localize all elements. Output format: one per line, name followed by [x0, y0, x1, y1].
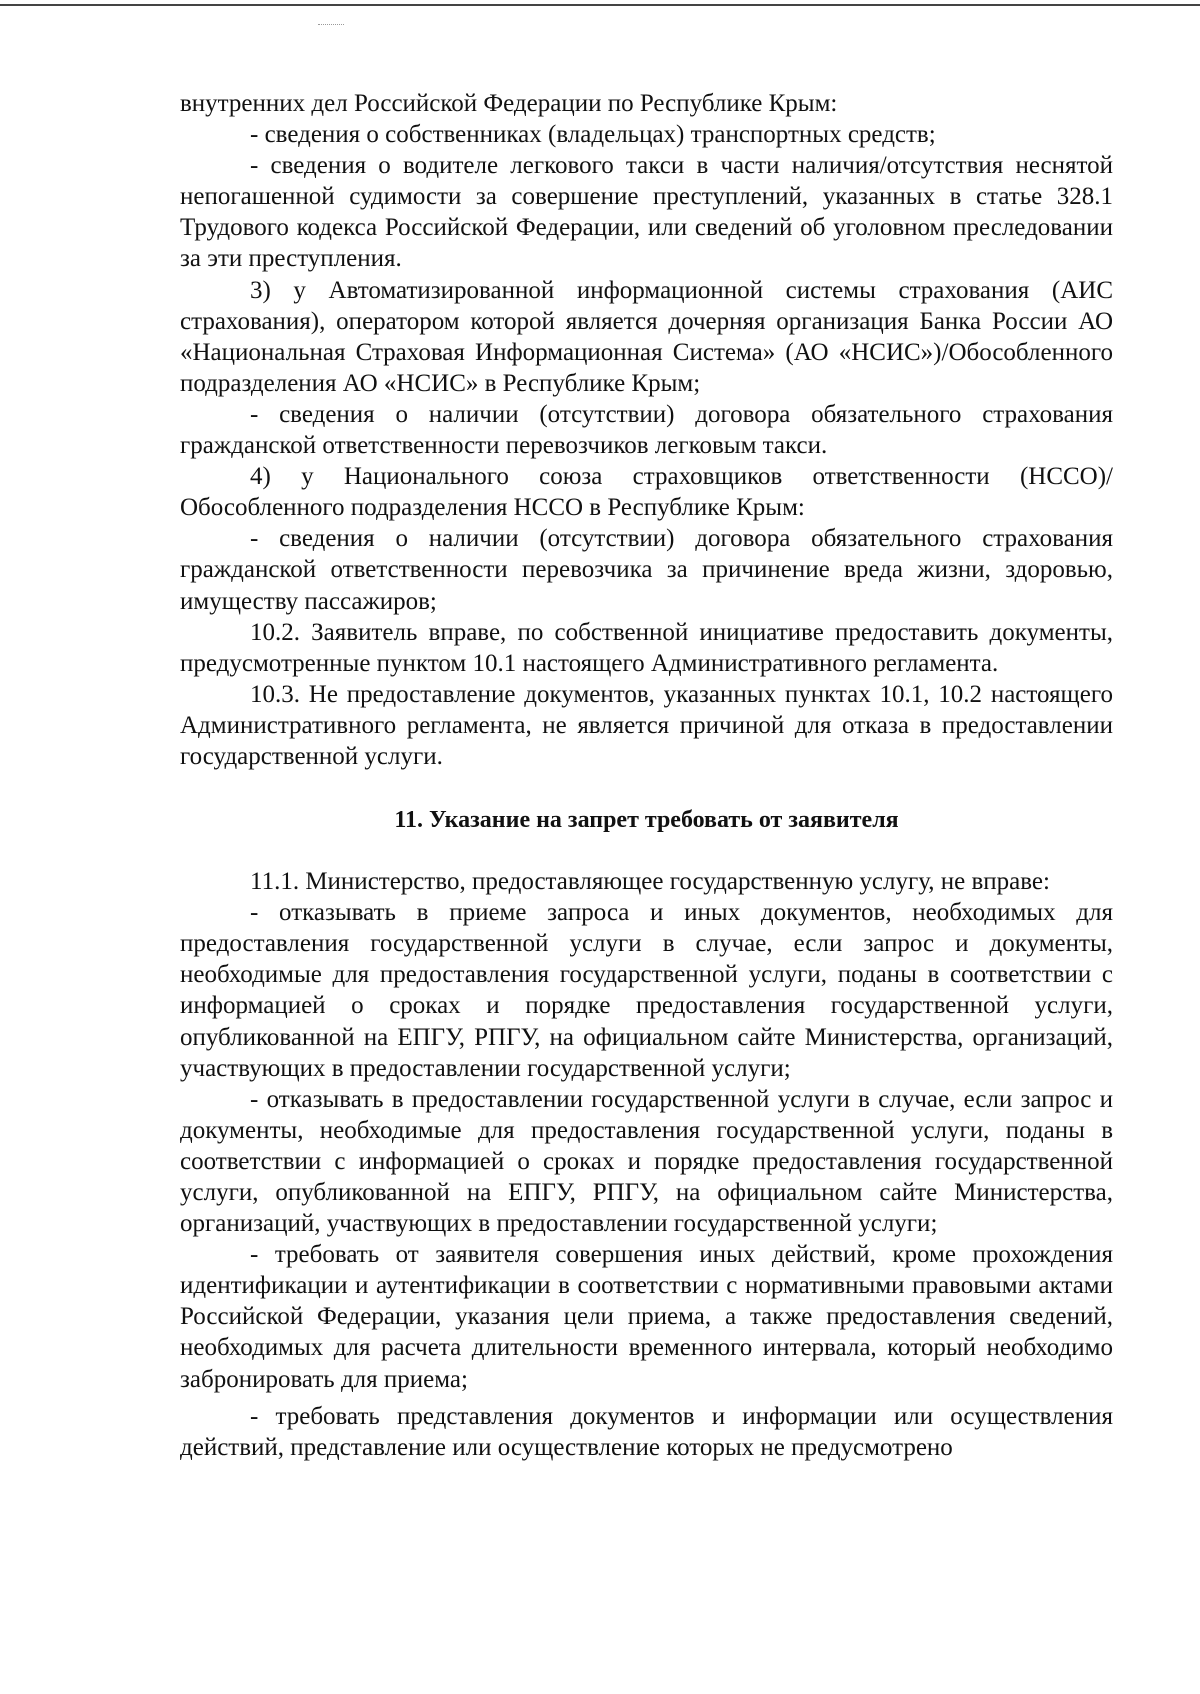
scan-top-border [0, 4, 1200, 6]
paragraph-10-3: 10.3. Не предоставление документов, указанных пунктах 10.1, 10.2 настоящего Административного регламента, не является причиной для отказа в предоставлении государственной услуги. [180, 680, 1113, 770]
paragraph-ais-insurance: 3) у Автоматизированной информационной системы страхования (АИС страхования), оператором которой является дочерняя организация Банка России АО «Национальная Страховая Информационная Система» (АО «НСИС»)/Обособленного подразделения АО «НСИС» в Республике Крым; [180, 276, 1113, 397]
paragraph-extra-actions: - требовать от заявителя совершения иных действий, кроме прохождения идентификации и аутентификации в соответствии с нормативными правовыми актами Российской Федерации, указания цели приема, а также предоставления сведений, необходимых для расчета длительности временного интервала, который необходимо забронировать для приема; [180, 1241, 1113, 1393]
paragraph-driver-record: - сведения о водителе легкового такси в части наличия/отсутствия неснятой непогашенной судимости за совершение преступлений, указанных в статье 328.1 Трудового кодекса Российской Федерации, или сведений об уголовном преследовании за эти преступления. [180, 152, 1113, 273]
paragraph-refuse-request: - отказывать в приеме запроса и иных документов, необходимых для предоставления государственной услуги в случае, если запрос и документы, необходимые для предоставления государственной услуги, поданы в соответствии с информацией о сроках и порядке предоставления государственной услуги, опубликованной на ЕПГУ, РПГУ, на официальном сайте Министерства, организаций, участвующих в предоставлении государственной услуги; [180, 899, 1113, 1082]
paragraph-continuation: внутренних дел Российской Федерации по Республике Крым: [180, 90, 838, 117]
paragraph-vehicle-owners: - сведения о собственниках (владельцах) транспортных средств; [250, 121, 936, 149]
paragraph-extra-documents: - требовать представления документов и информации или осуществления действий, представление или осуществление которых не предусмотрено [180, 1402, 1113, 1461]
scan-artifact [318, 24, 344, 25]
paragraph-passenger-liability: - сведения о наличии (отсутствии) договора обязательного страхования гражданской ответственности перевозчика за причинение вреда жизни, здоровью, имуществу пассажиров; [180, 525, 1113, 615]
paragraph-10-2: 10.2. Заявитель вправе, по собственной инициативе предоставить документы, предусмотренные пунктом 10.1 настоящего Административного регламента. [180, 618, 1113, 677]
paragraph-11-1: 11.1. Министерство, предоставляющее государственную услугу, не вправе: [250, 868, 1050, 896]
paragraph-refuse-service: - отказывать в предоставлении государственной услуги в случае, если запрос и документы, необходимые для предоставления государственной услуги, поданы в соответствии с информацией о сроках и порядке предоставления государственной услуги, опубликованной на ЕПГУ, РПГУ, на официальном сайте Министерства, организаций, участвующих в предоставлении государственной услуги; [180, 1085, 1113, 1238]
paragraph-nsso: 4) у Национального союза страховщиков ответственности (НССО)/Обособленного подразделения НССО в Республике Крым: [180, 463, 1113, 522]
document-page [180, 88, 1113, 1463]
paragraph-insurance-contract: - сведения о наличии (отсутствии) договора обязательного страхования гражданской ответственности перевозчиков легковым такси. [180, 400, 1113, 460]
section-heading: 11. Указание на запрет требовать от заявителя [394, 807, 899, 834]
